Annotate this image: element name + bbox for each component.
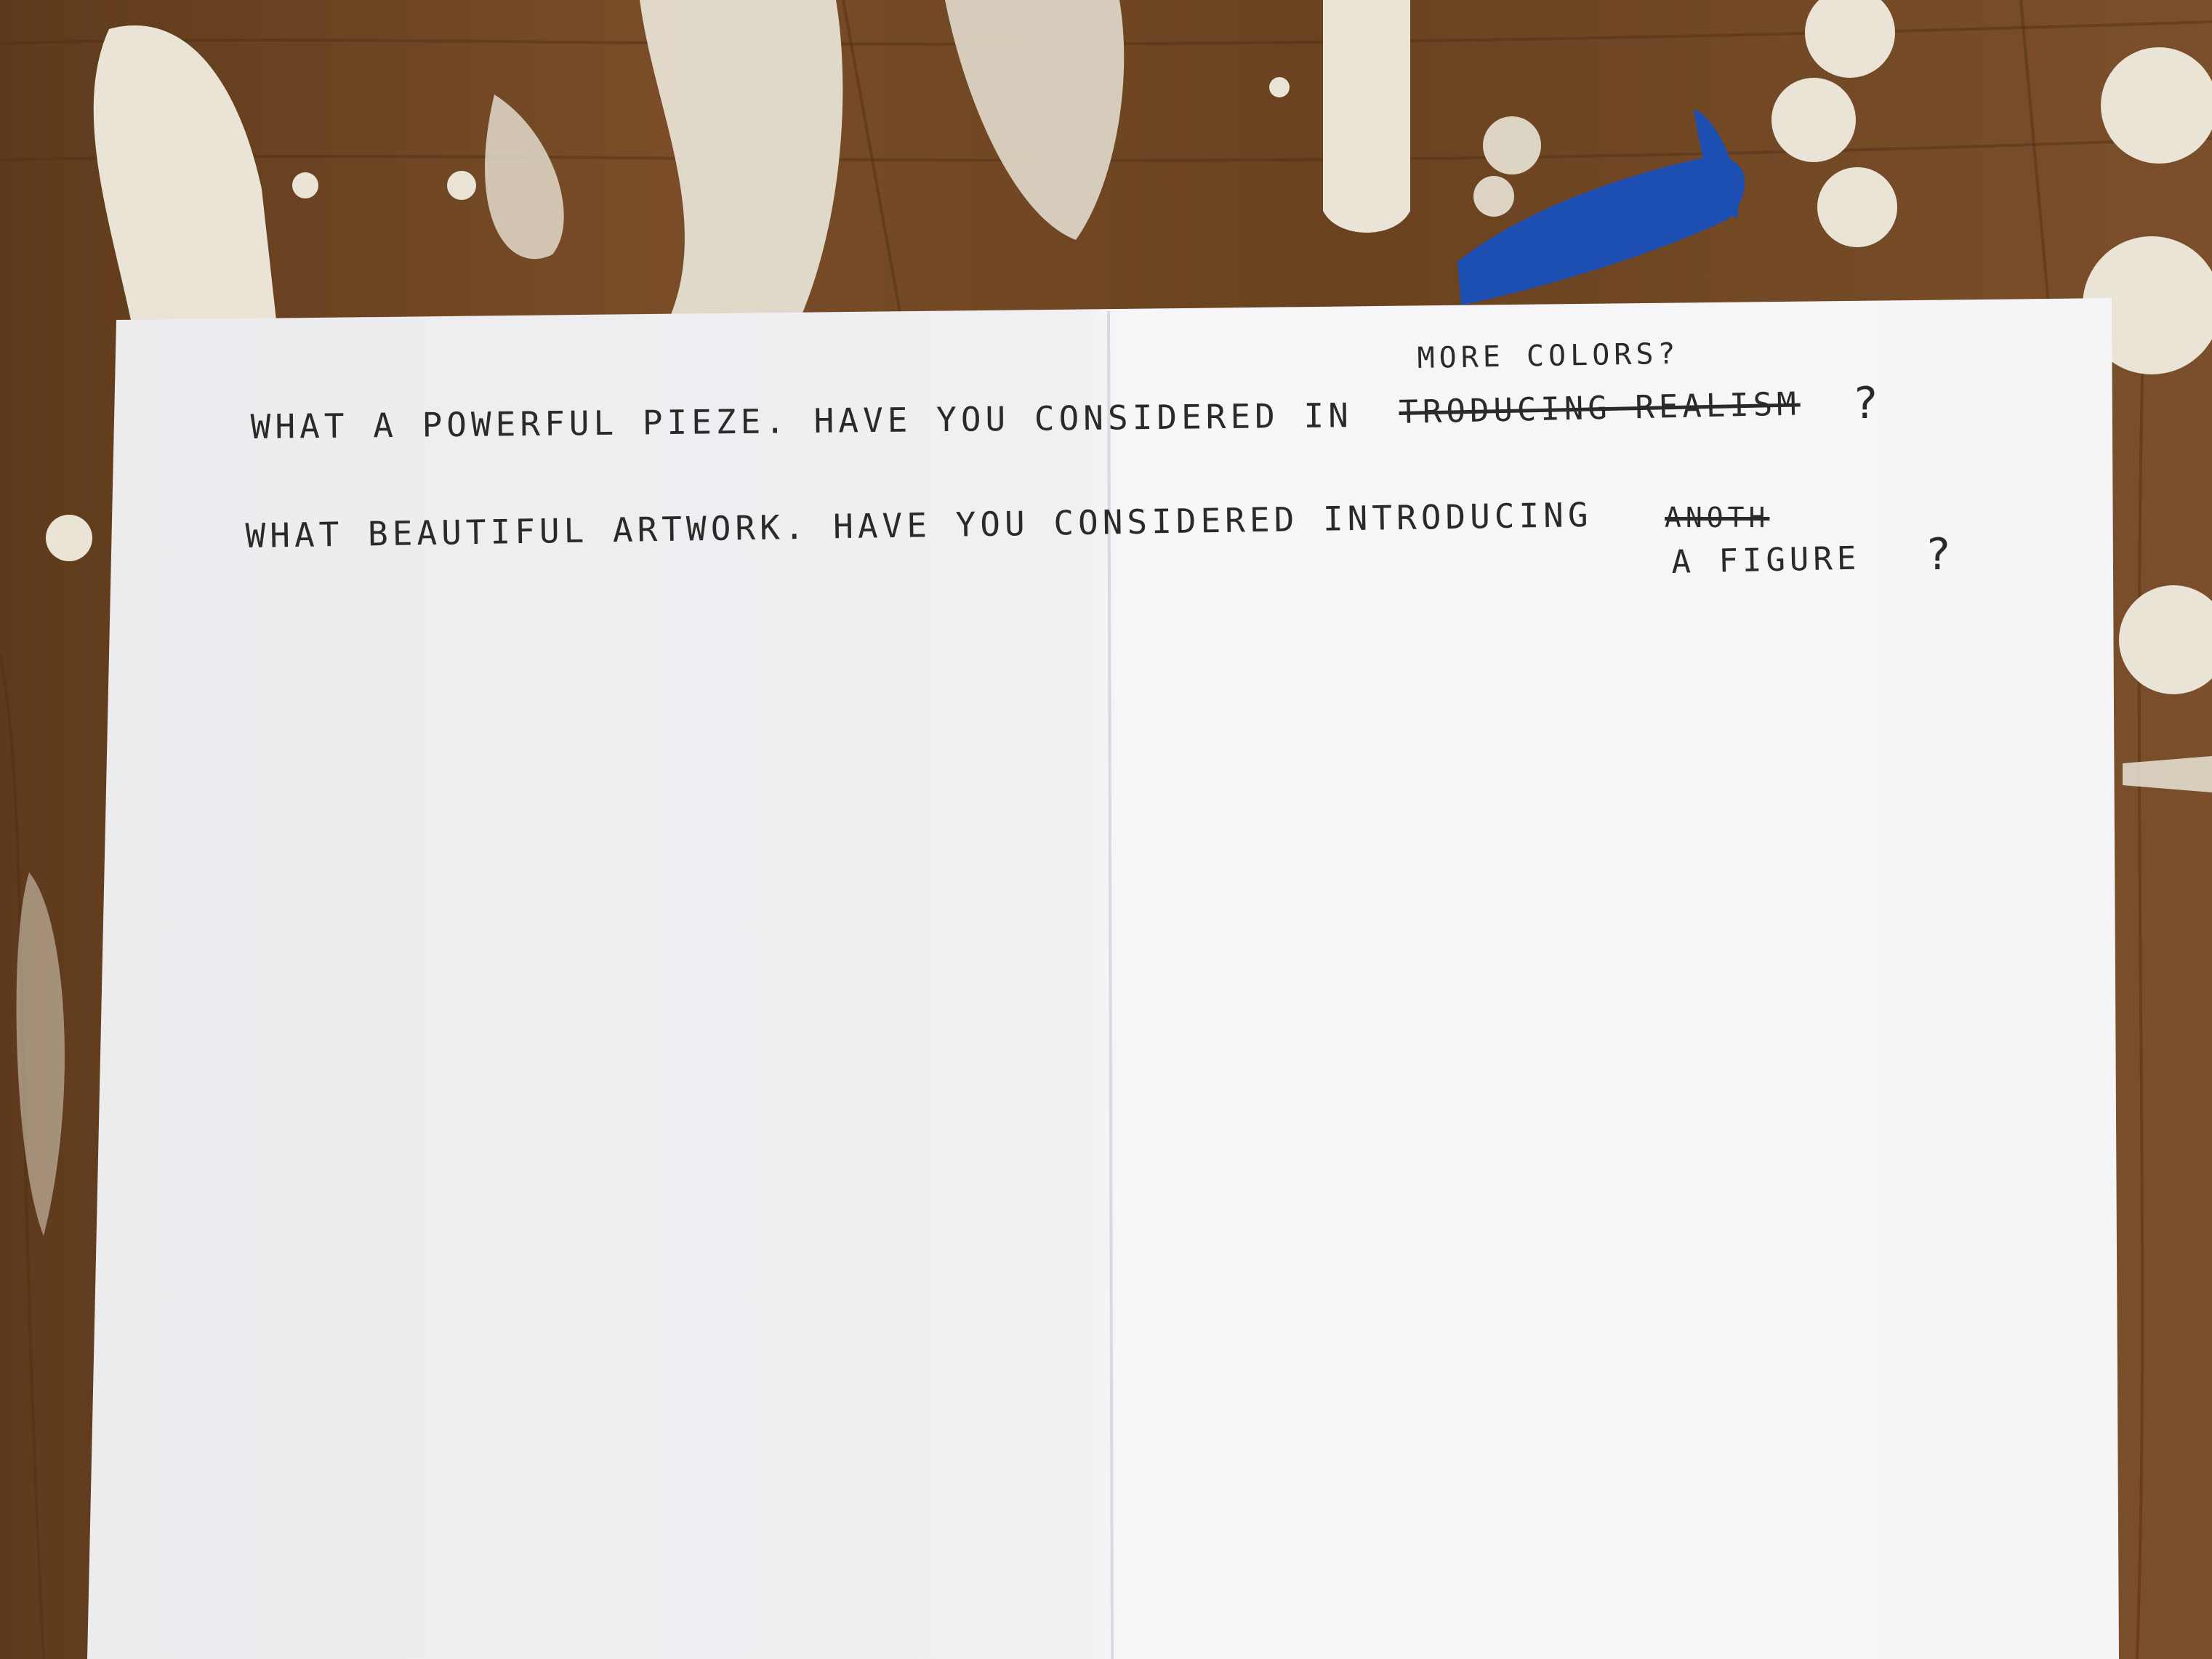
handwritten-line-1: WHAT A POWERFUL PIEZE. HAVE YOU CONSIDERED IN [250, 395, 1354, 446]
inserted-correction-1: MORE COLORS? [1417, 337, 1680, 375]
inserted-correction-2: A FIGURE [1670, 539, 1861, 581]
question-mark-1: ? [1852, 378, 1883, 429]
handwritten-line-2: WHAT BEAUTIFUL ARTWORK. HAVE YOU CONSIDERED INTRODUCING [245, 494, 1593, 555]
struck-through-phrase-1: TRODUCING REALISM [1398, 385, 1801, 431]
struck-through-phrase-2: ANOTH [1665, 502, 1770, 534]
question-mark-2: ? [1925, 529, 1956, 580]
